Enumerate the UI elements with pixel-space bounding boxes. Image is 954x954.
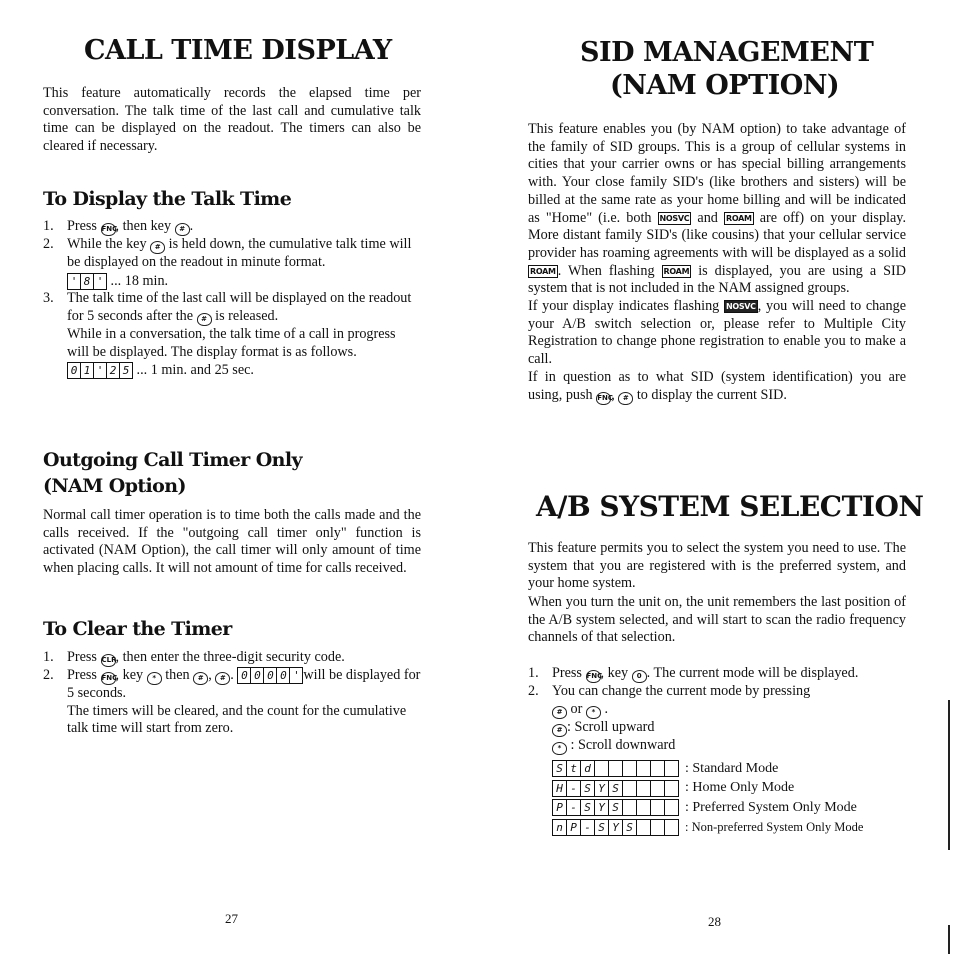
lcd-readout: P - S Y S — [552, 799, 679, 816]
lcd-readout: ' 8 ' — [67, 273, 107, 290]
hash-key-icon: # — [150, 241, 165, 254]
ab-step-1: 1. Press FNC, key 0 . The current mode will be displayed. — [528, 665, 859, 681]
lcd-readout: n P - S Y S — [552, 819, 679, 836]
roam-indicator-icon: ROAM — [530, 266, 556, 276]
ab-intro-2: When you turn the unit on, the unit remembers the last position of the A/B system selected, and will start to scan the radio frequency channels of that selection. — [528, 594, 906, 646]
hash-key-icon: # — [193, 672, 208, 685]
sid-title-line1: SID MANAGEMENT — [580, 37, 874, 68]
fnc-key-icon: FNC — [101, 223, 116, 236]
display-talk-heading: To Display the Talk Time — [43, 188, 292, 210]
outgoing-heading-1: Outgoing Call Timer Only — [43, 449, 302, 471]
mode-row-standard: S t d : Standard Mode — [552, 759, 863, 779]
sid-title-line2: (NAM OPTION) — [610, 70, 840, 101]
hash-key-icon: # — [215, 672, 230, 685]
star-key-icon: * — [147, 672, 162, 685]
hash-key-icon: # — [197, 313, 212, 326]
clear-step-1: 1. Press CLR, then enter the three-digit security code. — [43, 649, 345, 665]
display-step-1: 1. Press FNC, then key # . — [43, 218, 194, 234]
star-key-icon: * — [552, 742, 567, 755]
fnc-key-icon: FNC — [101, 672, 116, 685]
outgoing-text: Normal call timer operation is to time both the calls made and the calls received. If the "outgoing call timer only" function is activated (NAM Option), the call timer will only amount of time when placing calls. It will not amount of time for calls received. — [43, 507, 421, 577]
roam-indicator-icon: ROAM — [663, 266, 690, 276]
hash-key-icon: # — [552, 706, 567, 719]
clear-timer-heading: To Clear the Timer — [43, 618, 232, 640]
clear-steps — [43, 649, 421, 738]
star-key-icon: * — [586, 706, 601, 719]
hash-key-icon: # — [618, 392, 633, 405]
mode-row-non-preferred: n P - S Y S : Non-preferred System Only Mode — [552, 818, 863, 838]
clear-step-2: 2. Press FNC, key * then # , # . 0 0 0 0 ' will be displayed for 5 seconds. The timers will be cleared, and the count for the cumulative talk time will start from zero. — [43, 667, 421, 737]
ab-intro-1: This feature permits you to select the system you need to use. The system that you are registered with is the preferred system, and your home system. — [528, 540, 906, 592]
lcd-readout: S t d — [552, 760, 679, 777]
nosvc-indicator-icon: NOSVC — [725, 302, 756, 312]
roam-indicator-icon: ROAM — [725, 213, 752, 223]
nosvc-indicator-icon: NOSVC — [659, 213, 690, 223]
hash-key-icon: # — [175, 223, 190, 236]
lcd-readout: 0 0 0 0 ' — [237, 667, 303, 684]
call-time-display-title: CALL TIME DISPLAY — [84, 35, 392, 66]
mode-row-preferred: P - S Y S : Preferred System Only Mode — [552, 798, 863, 818]
page-number-left: 27 — [225, 911, 238, 926]
lcd-readout: H - S Y S — [552, 780, 679, 797]
display-talk-steps — [43, 218, 421, 379]
call-time-intro: This feature automatically records the elapsed time per conversation. The talk time of the last call and cumulative talk time can be displayed on the readout. The timers can also be cleared if necessary. — [43, 85, 421, 155]
zero-key-icon: 0 — [632, 670, 647, 683]
fnc-key-icon: FNC — [596, 392, 611, 405]
display-step-3: 3. The talk time of the last call will be displayed on the readout for 5 seconds after the # is released. While in a conversation, the talk time of a call in progress will be displayed. The display format is as follows. 0 1 ' 2 5 ... 1 min. and 25 sec. — [43, 290, 412, 378]
ab-step-2: 2. You can change the current mode by pressing # or * . # : Scroll upward * : Scroll downward — [528, 683, 811, 753]
lcd-readout: 0 1 ' 2 5 — [67, 362, 133, 379]
sid-body: This feature enables you (by NAM option) to take advantage of the family of SID groups. This is a group of cellular systems in cities that your carrier owns or has special billing arrangements with. Your close family SID's (like brothers and sisters) will be billed at the same rate as your home billing and will be indicated as "Home" (i.e. both NOSVC and ROAM are off) on your display. More distant family SID's (like cousins) that your cellular service provider has roaming agreements with will be displayed as a solid ROAM . When flashing ROAM is displayed, you are using a SID system that is not included in the NAM assigned groups. If your display indicates flashing NOSVC , you will need to change your A/B switch selection or, please refer to Multiple City Registration to change phone registration to enable you to make a call. If in question as to what SID (system identification) you are using, push FNC, # to display the current SID. — [528, 121, 907, 403]
ab-steps — [528, 665, 906, 755]
mode-list — [552, 759, 863, 837]
page-number-right: 28 — [708, 914, 721, 929]
outgoing-heading-2: (NAM Option) — [43, 475, 186, 497]
binding-edge-line — [948, 700, 950, 850]
hash-key-icon: # — [552, 724, 567, 737]
binding-edge-line — [948, 925, 950, 954]
display-step-2: 2. While the key # is held down, the cumulative talk time will be displayed on the readout in minute format. ' 8 ' ... 18 min. — [43, 236, 412, 289]
ab-system-title: A/B SYSTEM SELECTION — [536, 490, 924, 523]
mode-row-home: H - S Y S : Home Only Mode — [552, 779, 863, 799]
clr-key-icon: CLR — [101, 654, 116, 667]
fnc-key-icon: FNC — [586, 670, 601, 683]
